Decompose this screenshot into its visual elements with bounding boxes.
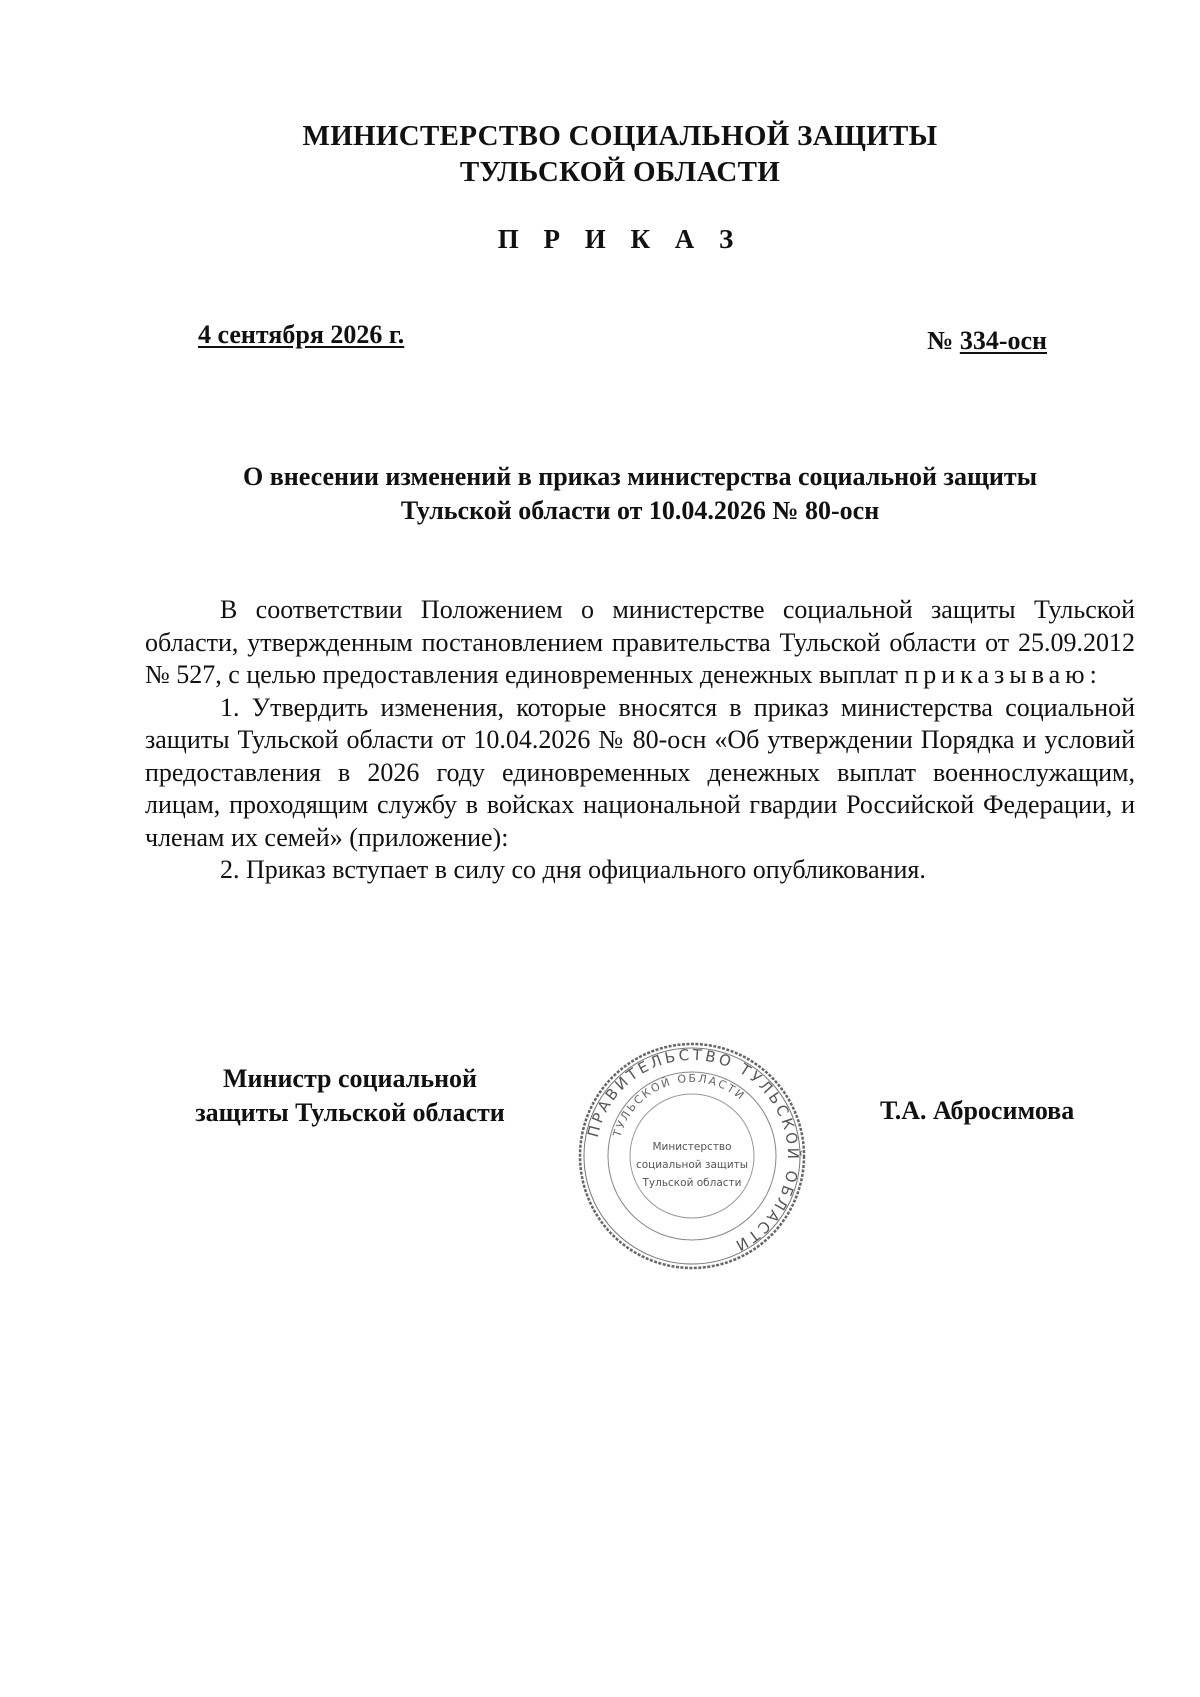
seal-outer-text: ПРАВИТЕЛЬСТВО ТУЛЬСКОЙ ОБЛАСТИ — [583, 1045, 803, 1256]
position-line-2: защиты Тульской области — [195, 1098, 505, 1127]
order-number-value: 334-осн — [959, 326, 1047, 355]
order-subject — [150, 460, 1130, 528]
ministry-line-1: МИНИСТЕРСТВО СОЦИАЛЬНОЙ ЗАЩИТЫ — [302, 120, 938, 152]
order-date: 4 сентября 2026 г. — [198, 320, 405, 349]
ministry-header — [0, 118, 1200, 190]
seal-center-line-1: Министерство — [652, 1141, 732, 1153]
order-number — [927, 326, 1047, 356]
seal-center-line-2: социальной защиты — [635, 1159, 749, 1171]
official-seal — [576, 1040, 808, 1272]
seal-center-line-3: Тульской области — [642, 1177, 742, 1189]
order-item-2: 2. Приказ вступает в силу со дня официального опубликования. — [220, 855, 926, 884]
preamble-paragraph — [145, 594, 1135, 692]
order-item-1: 1. Утвердить изменения, которые вносятся в приказ министерства социальной защиты Тульской области от 10.04.2026 № 80-осн «Об утверждении Порядка и условий предоставления в 2026 году единовременных денежных выплат военнослужащим, лицам, проходящим службу в войсках национальной гвардии Российской Федерации, и членам их семей» (приложение): — [145, 692, 1135, 852]
signatory-position — [170, 1062, 530, 1130]
seal-inner-text: ТУЛЬСКОЙ ОБЛАСТИ — [610, 1071, 748, 1139]
position-line-1: Министр социальной — [222, 1064, 478, 1093]
preamble-text: В соответствии Положением о министерстве социальной защиты Тульской области, утвержденным постановлением правительства Тульской области от 25.09.2012 № 527, с целью предоставления единовременных денежных выплат — [145, 595, 1135, 689]
ministry-line-2: ТУЛЬСКОЙ ОБЛАСТИ — [459, 156, 781, 188]
seal-graphic — [576, 1040, 808, 1272]
order-word: приказываю: — [904, 660, 1102, 689]
subject-line-1: О внесении изменений в приказ министерства социальной защиты — [242, 462, 1037, 491]
order-body — [145, 594, 1135, 887]
subject-line-2: Тульской области от 10.04.2026 № 80-осн — [400, 496, 880, 525]
order-title: П Р И К А З — [497, 224, 743, 254]
signatory-name: Т.А. Абросимова — [880, 1096, 1075, 1125]
order-number-prefix: № — [927, 326, 954, 355]
